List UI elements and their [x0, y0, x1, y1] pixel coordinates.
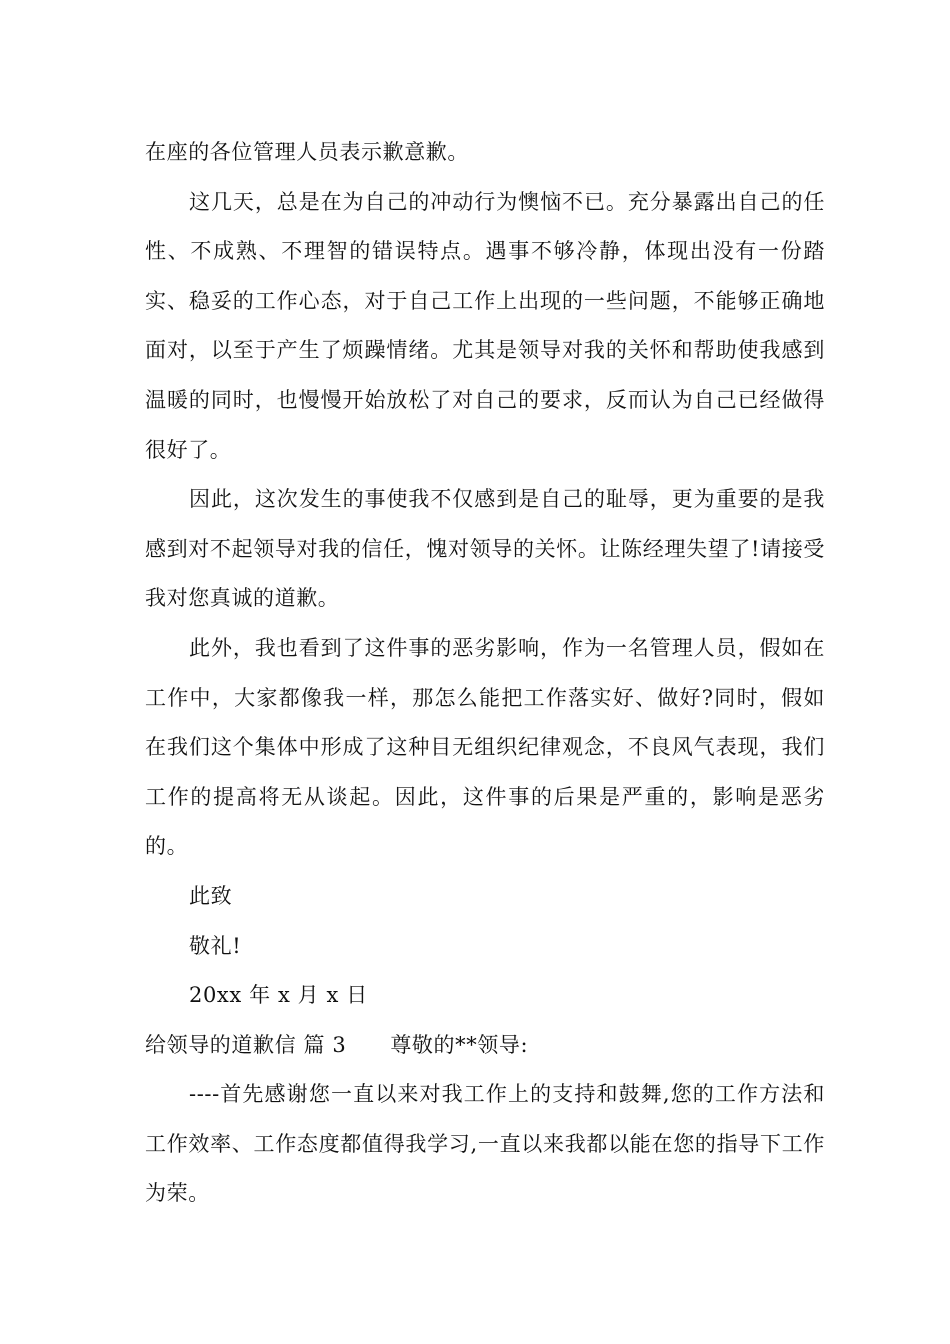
closing-line-2: 敬礼!: [189, 933, 242, 958]
section-salutation: 尊敬的**领导:: [390, 1032, 529, 1057]
paragraph-gratitude: ----首先感谢您一直以来对我工作上的支持和鼓舞,您的工作方法和工作效率、工作态度都值得我学习,一直以来我都以能在您的指导下工作为荣。: [145, 1082, 825, 1206]
closing-date: 20xx 年 x 月 x 日: [189, 983, 368, 1008]
paragraph-shame: 因此，这次发生的事使我不仅感到是自己的耻辱，更为重要的是我感到对不起领导对我的信任，愧对领导的关怀。让陈经理失望了!请接受我对您真诚的道歉。: [145, 487, 825, 611]
paragraph-apology-end: 在座的各位管理人员表示歉意歉。: [145, 140, 469, 164]
paragraph-reflection: 这几天，总是在为自己的冲动行为懊恼不已。充分暴露出自己的任性、不成熟、不理智的错误特点。遇事不够冷静，体现出没有一份踏实、稳妥的工作心态，对于自己工作上出现的一些问题，不能够正确地面对，以至于产生了烦躁情绪。尤其是领导对我的关怀和帮助使我感到温暖的同时，也慢慢开始放松了对自己的要求，反而认为自己已经做得很好了。: [145, 189, 825, 462]
paragraph-impact: 此外，我也看到了这件事的恶劣影响，作为一名管理人员，假如在工作中，大家都像我一样，那怎么能把工作落实好、做好?同时，假如在我们这个集体中形成了这种目无组织纪律观念，不良风气表现，我们工作的提高将无从谈起。因此，这件事的后果是严重的，影响是恶劣的。: [145, 635, 825, 859]
closing-line-1: 此致: [189, 883, 233, 908]
document-body: [145, 128, 825, 1219]
section-heading: [145, 1021, 825, 1071]
section-title: 给领导的道歉信 篇 3: [145, 1032, 347, 1057]
